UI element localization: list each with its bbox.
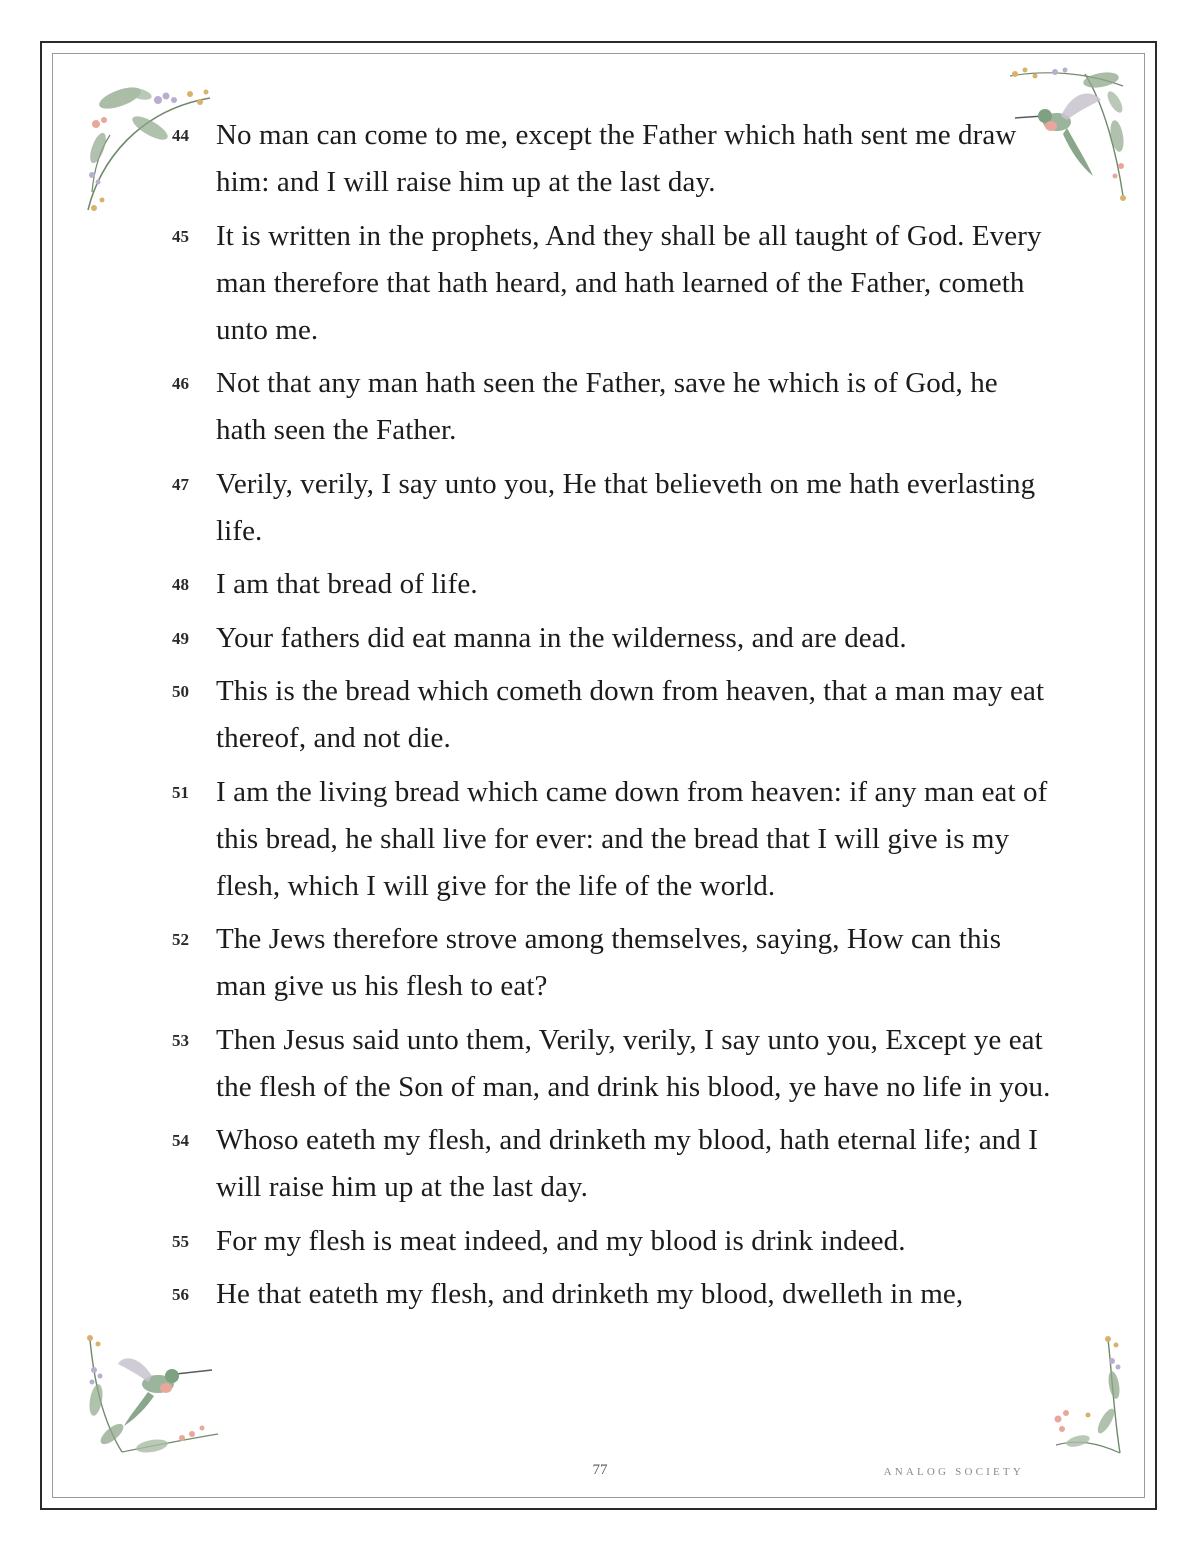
brand-footer: ANALOG SOCIETY	[883, 1466, 1024, 1478]
verse-text: I am that bread of life.	[216, 568, 478, 600]
verse-number: 50	[172, 682, 189, 701]
verse	[172, 112, 1052, 206]
verse-text: Not that any man hath seen the Father, save he which is of God, he hath seen the Father.	[216, 367, 998, 446]
verse-number: 54	[172, 1131, 189, 1150]
verse-list	[172, 112, 1052, 1325]
verse-text: The Jews therefore strove among themselves, saying, How can this man give us his flesh to eat?	[216, 923, 1002, 1002]
verse	[172, 360, 1052, 454]
verse	[172, 1117, 1052, 1211]
verse-number: 55	[172, 1231, 189, 1251]
verse-number: 48	[172, 575, 189, 594]
verse-number: 49	[172, 628, 189, 648]
verse	[172, 615, 1052, 662]
verse-text: This is the bread which cometh down from heaven, that a man may eat thereof, and not die.	[216, 675, 1045, 754]
verse-number: 52	[172, 930, 189, 949]
verse	[172, 461, 1052, 555]
verse	[172, 561, 1052, 608]
verse-number: 46	[172, 374, 189, 393]
verse	[172, 916, 1052, 1010]
verse	[172, 1271, 1052, 1318]
verse-text: Your fathers did eat manna in the wilderness, and are dead.	[216, 621, 907, 654]
verse-number: 47	[172, 474, 189, 494]
verse	[172, 769, 1052, 910]
verse-text: I am the living bread which came down from heaven: if any man eat of this bread, he shall live for ever: and the bread that I will give is my flesh, which I will give for the life of the world.	[216, 775, 1048, 902]
verse-text: It is written in the prophets, And they shall be all taught of God. Every man therefore that hath heard, and hath learned of the Father, cometh unto me.	[216, 219, 1042, 346]
verse	[172, 1017, 1052, 1111]
verse	[172, 668, 1052, 762]
verse-text: Then Jesus said unto them, Verily, verily, I say unto you, Except ye eat the flesh of the Son of man, and drink his blood, ye have no life in you.	[216, 1023, 1051, 1103]
verse-number: 53	[172, 1030, 189, 1050]
verse-number: 45	[172, 226, 189, 246]
verse-text: For my flesh is meat indeed, and my blood is drink indeed.	[216, 1224, 906, 1257]
verse-number: 56	[172, 1285, 189, 1304]
verse-number: 51	[172, 782, 189, 802]
verse-text: Whoso eateth my flesh, and drinketh my blood, hath eternal life; and I will raise him up at the last day.	[216, 1124, 1038, 1203]
verse-text: No man can come to me, except the Father which hath sent me draw him: and I will raise him up at the last day.	[216, 119, 1017, 198]
hummingbird-floral-icon	[82, 1330, 222, 1458]
page-number: 77	[592, 1462, 608, 1478]
verse-number: 44	[172, 126, 189, 145]
verse	[172, 213, 1052, 354]
floral-corner-icon	[1048, 1335, 1128, 1457]
verse-text: He that eateth my flesh, and drinketh my blood, dwelleth in me,	[216, 1278, 964, 1310]
verse	[172, 1218, 1052, 1265]
verse-text: Verily, verily, I say unto you, He that believeth on me hath everlasting life.	[216, 467, 1036, 547]
